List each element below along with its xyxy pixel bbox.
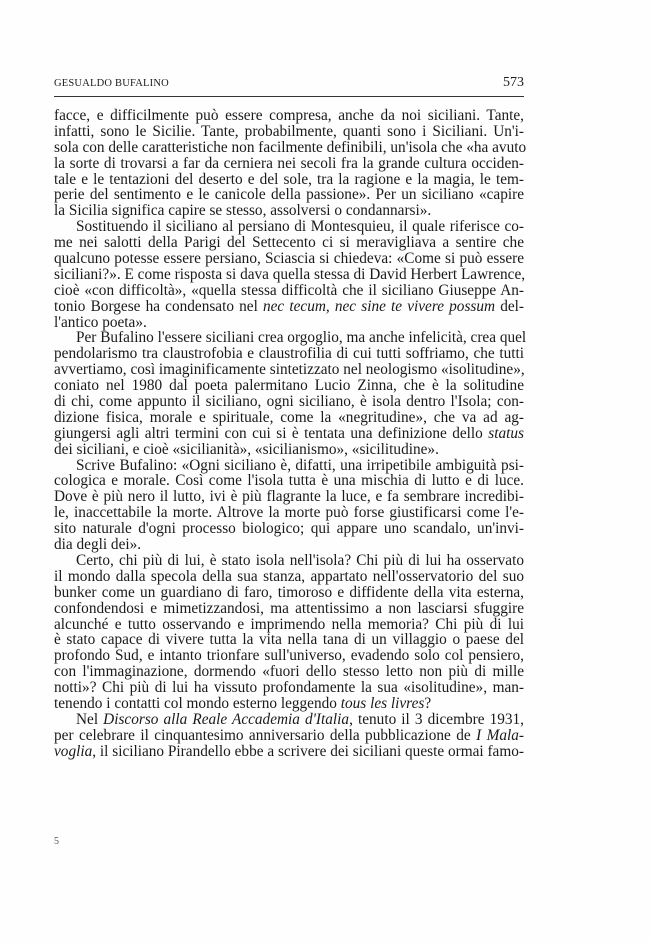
text-segment: tonio Borgese ha condensato nel: [54, 297, 263, 315]
text-line: con l'immaginazione, dormendo «fuori dello stesso letto non più di mille: [54, 663, 524, 681]
text-segment: giungersi agli altri termini con cui si è tentata una definizione dello: [54, 424, 489, 442]
text-line: le, inaccettabile la morte. Altrove la morte può forse giustificarsi come l'e-: [54, 504, 524, 522]
text-line: me nei salotti della Parigi del Settecento ci si meravigliava a sentire che: [54, 234, 524, 252]
running-header: [54, 74, 524, 97]
text-line: infatti, sono le Sicilie. Tante, probabilmente, quanti sono i Siciliani. Un'i-: [54, 122, 524, 140]
text-line: Per Bufalino l'essere siciliani crea orgoglio, ma anche infelicità, crea quel: [76, 329, 527, 347]
text-line: il mondo dalla specola della sua stanza, appartato nell'osservatorio del suo: [54, 567, 524, 585]
text-segment: , il siciliano Pirandello ebbe a scrivere dei siciliani queste ormai famo-: [92, 742, 524, 760]
text-line: notti»? Chi più di lui ha vissuto profondamente la sua «isolitudine», man-: [54, 679, 524, 697]
text-line: dizione fisica, morale e spirituale, come la «negritudine», che va ad ag-: [54, 408, 524, 426]
text-segment: Nel: [76, 710, 104, 728]
running-head-author: GESUALDO BUFALINO: [54, 78, 169, 89]
text-line: facce, e difficilmente può essere compresa, anche da noi siciliani. Tante,: [54, 107, 524, 124]
signature-mark: 5: [54, 836, 59, 847]
text-line: tale e le tentazioni del deserto e del sole, tra la ragione e la magia, le tem-: [54, 170, 524, 188]
text-line: [54, 426, 524, 442]
text-line: è stato capace di vivere tutta la vita nella tana di un villaggio o paese del: [54, 631, 524, 649]
text-line: la sorte di trovarsi a far da cerniera nei secoli fra la grande cultura occiden-: [54, 154, 524, 172]
text-line: [54, 744, 524, 760]
text-line: dei siciliani, e cioè «sicilianità», «sicilianismo», «sicilitudine».: [54, 440, 439, 458]
italic-text: nec tecum, nec sine te vivere possum: [262, 297, 496, 315]
text-line: bunker come un guardiano di faro, timoroso e diffidente della vita esterna,: [54, 583, 524, 601]
body-text: [54, 107, 527, 760]
text-line: alcunché e tutto osservando e imprimendo nella memoria? Chi più di lui: [54, 615, 524, 633]
text-line: profondo Sud, e intanto trionfare sull'universo, evadendo solo col pensiero,: [54, 647, 524, 665]
italic-text: tous les livres: [340, 694, 425, 712]
text-segment: tenendo i contatti col mondo esterno leggendo: [54, 694, 341, 712]
text-line: Scrive Bufalino: «Ogni siciliano è, difatti, una irripetibile ambiguità psi-: [76, 456, 524, 474]
text-line: Certo, chi più di lui, è stato isola nell'isola? Chi più di lui ha osservato: [76, 551, 524, 569]
text-segment: , tenuto il 3 dicembre 1931,: [349, 710, 524, 728]
italic-text: voglia: [54, 742, 93, 760]
text-line: sito naturale d'ogni processo biologico; qui appare uno scandalo, un'invi-: [54, 520, 524, 538]
text-line: cioè «con difficoltà», «quella stessa difficoltà che il siciliano Giuseppe An-: [54, 281, 524, 299]
text-line: avvertiamo, così imaginificamente sintetizzato nel neologismo «isolitudine»,: [54, 361, 525, 379]
text-line: Sostituendo il siciliano al persiano di Montesquieu, il quale riferisce co-: [76, 218, 524, 236]
italic-text: status: [488, 424, 524, 442]
text-line: [54, 696, 524, 712]
text-line: [54, 299, 524, 315]
text-segment: per celebrare il cinquantesimo anniversario della pubblicazione de: [54, 726, 477, 744]
text-line: qualcuno potesse essere persiano, Sciascia si chiedeva: «Come si può essere: [54, 250, 524, 268]
text-line: dia degli dei».: [54, 536, 142, 554]
text-line: di chi, come appunto il siciliano, ogni siciliano, è isola dentro l'Isola; con-: [54, 393, 524, 411]
italic-text: Discorso alla Reale Accademia d'Italia: [103, 710, 350, 728]
text-line: siciliani?». E come risposta si dava quella stessa di David Herbert Lawrence,: [54, 265, 526, 283]
text-line: [54, 728, 524, 744]
text-line: perie del sentimento e le canicole della passione». Per un siciliano «capire: [54, 186, 524, 204]
text-line: sola con delle caratteristiche non facilmente definibili, un'isola che «ha avuto: [54, 138, 527, 156]
text-segment: del-: [495, 297, 524, 315]
text-line: cologica e morale. Così come l'isola tutta è una mischia di lutto e di luce.: [54, 472, 524, 490]
text-line: coniato nel 1980 dal poeta palermitano Lucio Zinna, che è la solitudine: [54, 377, 524, 395]
page-number: 573: [503, 75, 524, 90]
text-line: pendolarismo tra claustrofobia e claustrofilia di cui tutti soffriamo, che tutti: [54, 345, 524, 363]
text-line: l'antico poeta».: [54, 313, 147, 331]
text-segment: ?: [424, 694, 432, 712]
text-line: la Sicilia significa capire se stesso, assolversi o condannarsi».: [54, 202, 432, 220]
italic-text: I Mala-: [476, 726, 524, 744]
text-line: confondendosi e mimetizzandosi, ma attentissimo a non lasciarsi sfuggire: [54, 599, 524, 617]
text-line: Dove è più nero il lutto, ivi è più flagrante la luce, e fa sembrare incredibi-: [54, 488, 524, 506]
text-line: [54, 712, 524, 728]
